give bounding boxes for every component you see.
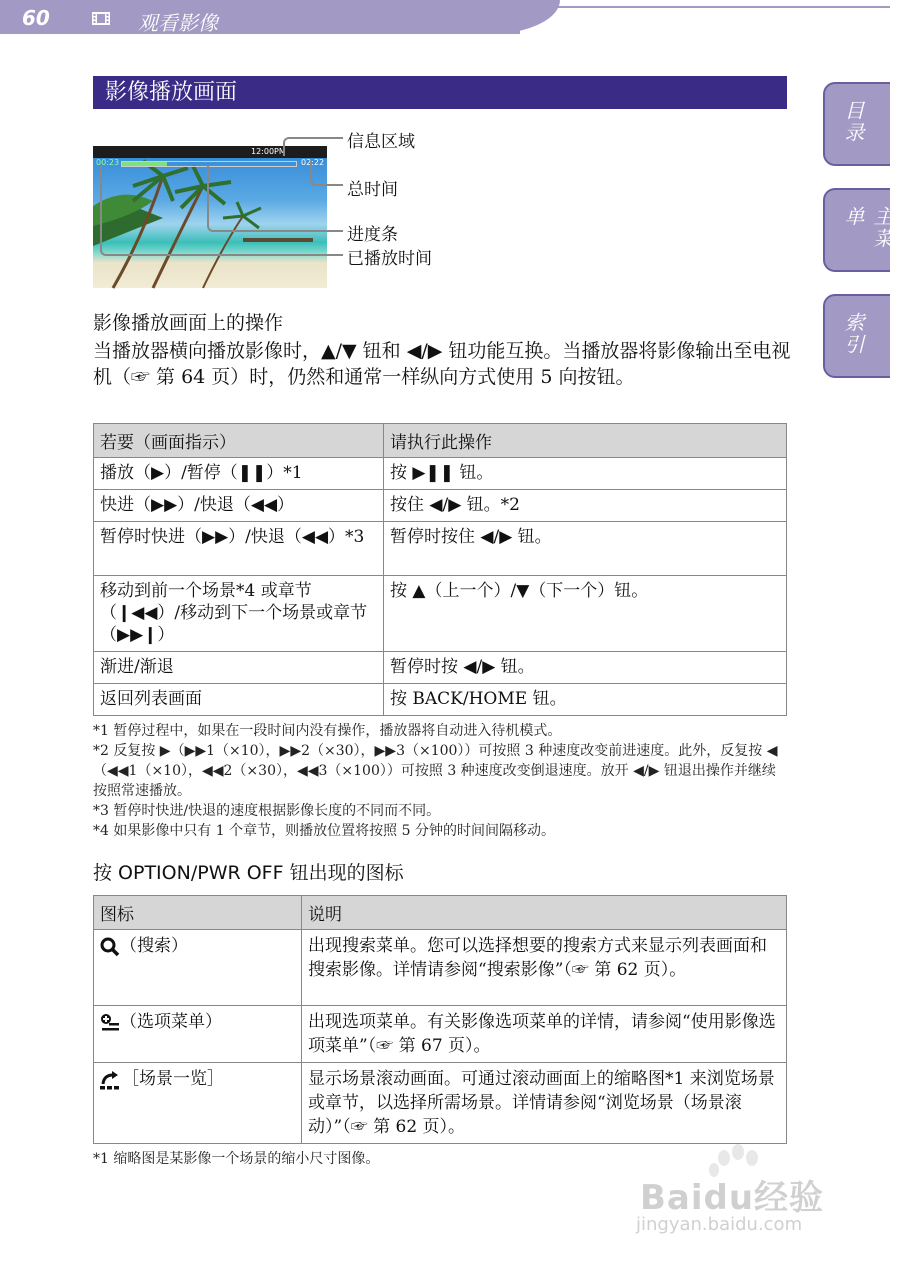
table-cell-goal: 暂停时快进（▶▶）/快退（◀◀）*3	[94, 522, 384, 576]
ops-footnotes	[93, 721, 787, 841]
table-cell-goal: 快进（▶▶）/快退（◀◀）	[94, 490, 384, 522]
table-row	[94, 1006, 787, 1063]
footnote-3: *3 暂停时快进/快退的速度根据影像长度的不同而不同。	[93, 803, 441, 819]
total-time-display: 02:22	[301, 158, 325, 167]
table-row	[94, 490, 787, 522]
clock-display: 12:00PM	[251, 147, 286, 156]
film-icon	[92, 12, 110, 25]
icon-label: （选项菜单）	[120, 1012, 222, 1032]
table-cell-action: 暂停时按 ◀/▶ 钮。	[384, 652, 787, 684]
callout-progress-bar: 进度条	[347, 225, 398, 245]
table-row	[94, 576, 787, 652]
icon-label: （搜索）	[120, 936, 188, 956]
table-cell-icon	[94, 1006, 302, 1063]
col-header-icon: 图标	[94, 896, 302, 930]
table-row	[94, 522, 787, 576]
section-title: 观看影像	[138, 11, 218, 35]
col-header-action: 请执行此操作	[384, 424, 787, 458]
table-cell-description: 显示场景滚动画面。可通过滚动画面上的缩略图*1 来浏览场景或章节，以选择所需场景。详情请参阅“浏览场景（场景滚动）”（☞ 第 62 页）。	[302, 1063, 787, 1144]
tab-index-label: 索引	[841, 312, 865, 356]
col-header-goal: 若要（画面指示）	[94, 424, 384, 458]
table-cell-description: 出现搜索菜单。您可以选择想要的搜索方式来显示列表画面和搜索影像。详情请参阅“搜索影像”（☞ 第 62 页）。	[302, 930, 787, 1006]
scene-scroll-icon	[100, 1070, 122, 1090]
table-row	[94, 458, 787, 490]
table-header-row	[94, 896, 787, 930]
tab-contents[interactable]	[823, 82, 890, 166]
table-cell-action: 按 BACK/HOME 钮。	[384, 684, 787, 716]
page-heading: 影像播放画面	[93, 76, 787, 109]
table-cell-goal: 移动到前一个场景*4 或章节（❙◀◀）/移动到下一个场景或章节（▶▶❙）	[94, 576, 384, 652]
tab-main-menu-label: 主菜单	[841, 206, 894, 250]
footnote-1: *1 暂停过程中，如果在一段时间内没有操作，播放器将自动进入待机模式。	[93, 723, 562, 739]
table-cell-goal: 返回列表画面	[94, 684, 384, 716]
watermark-brand: Baidu经验	[640, 1178, 825, 1218]
table-cell-icon	[94, 930, 302, 1006]
callout-info-area: 信息区域	[347, 132, 415, 152]
table-cell-action: 暂停时按住 ◀/▶ 钮。	[384, 522, 787, 576]
table-cell-action: 按 ▲（上一个）/▼（下一个）钮。	[384, 576, 787, 652]
footnote-2: *2 反复按 ▶（▶▶1（×10），▶▶2（×30），▶▶3（×100））可按照 3 种速度改变前进速度。此外，反复按 ◀（◀◀1（×10），◀◀2（×30），◀◀3（×100））可按照 3 种速度改变倒退速度。放开 ◀/▶ 钮退出操作并继续按照常速播放。	[93, 743, 778, 799]
callout-elapsed-time: 已播放时间	[347, 249, 432, 269]
icon-label: ［场景一览］	[122, 1069, 224, 1089]
tab-contents-label: 目录	[841, 100, 865, 144]
banner-line	[540, 6, 890, 8]
callout-line-elapsed	[100, 166, 343, 256]
search-icon	[100, 937, 120, 957]
operations-table	[93, 423, 787, 716]
table-row	[94, 684, 787, 716]
table-row	[94, 930, 787, 1006]
option-menu-icon	[100, 1013, 120, 1033]
page-number: 60	[22, 6, 50, 30]
table-row	[94, 1063, 787, 1144]
thumbnail-footnote: *1 缩略图是某影像一个场景的缩小尺寸图像。	[93, 1151, 380, 1167]
tab-main-menu[interactable]	[823, 188, 894, 272]
table-cell-action: 按 ▶❚❚ 钮。	[384, 458, 787, 490]
col-header-description: 说明	[302, 896, 787, 930]
ops-paragraph: 当播放器横向播放影像时，▲/▼ 钮和 ◀/▶ 钮功能互换。当播放器将影像输出至电视机（☞ 第 64 页）时，仍然和通常一样纵向方式使用 5 向按钮。	[93, 340, 791, 388]
banner-band	[0, 0, 520, 34]
watermark-url: jingyan.baidu.com	[636, 1214, 803, 1235]
footnote-4: *4 如果影像中只有 1 个章节，则播放位置将按照 5 分钟的时间间隔移动。	[93, 823, 555, 839]
table-cell-goal: 播放（▶）/暂停（❚❚）*1	[94, 458, 384, 490]
table-cell-goal: 渐进/渐退	[94, 652, 384, 684]
top-banner	[0, 0, 890, 36]
callout-total-time: 总时间	[347, 180, 398, 200]
table-row	[94, 652, 787, 684]
icons-subheading: 按 OPTION/PWR OFF 钮出现的图标	[93, 862, 404, 884]
option-icons-table	[93, 895, 787, 1144]
table-cell-icon	[94, 1063, 302, 1144]
ops-subheading: 影像播放画面上的操作	[93, 312, 284, 334]
elapsed-time-display: 00:23	[96, 158, 120, 167]
table-header-row	[94, 424, 787, 458]
table-cell-description: 出现选项菜单。有关影像选项菜单的详情，请参阅“使用影像选项菜单”（☞ 第 67 页）。	[302, 1006, 787, 1063]
tab-index[interactable]	[823, 294, 890, 378]
callout-line-info	[283, 137, 343, 156]
table-cell-action: 按住 ◀/▶ 钮。*2	[384, 490, 787, 522]
